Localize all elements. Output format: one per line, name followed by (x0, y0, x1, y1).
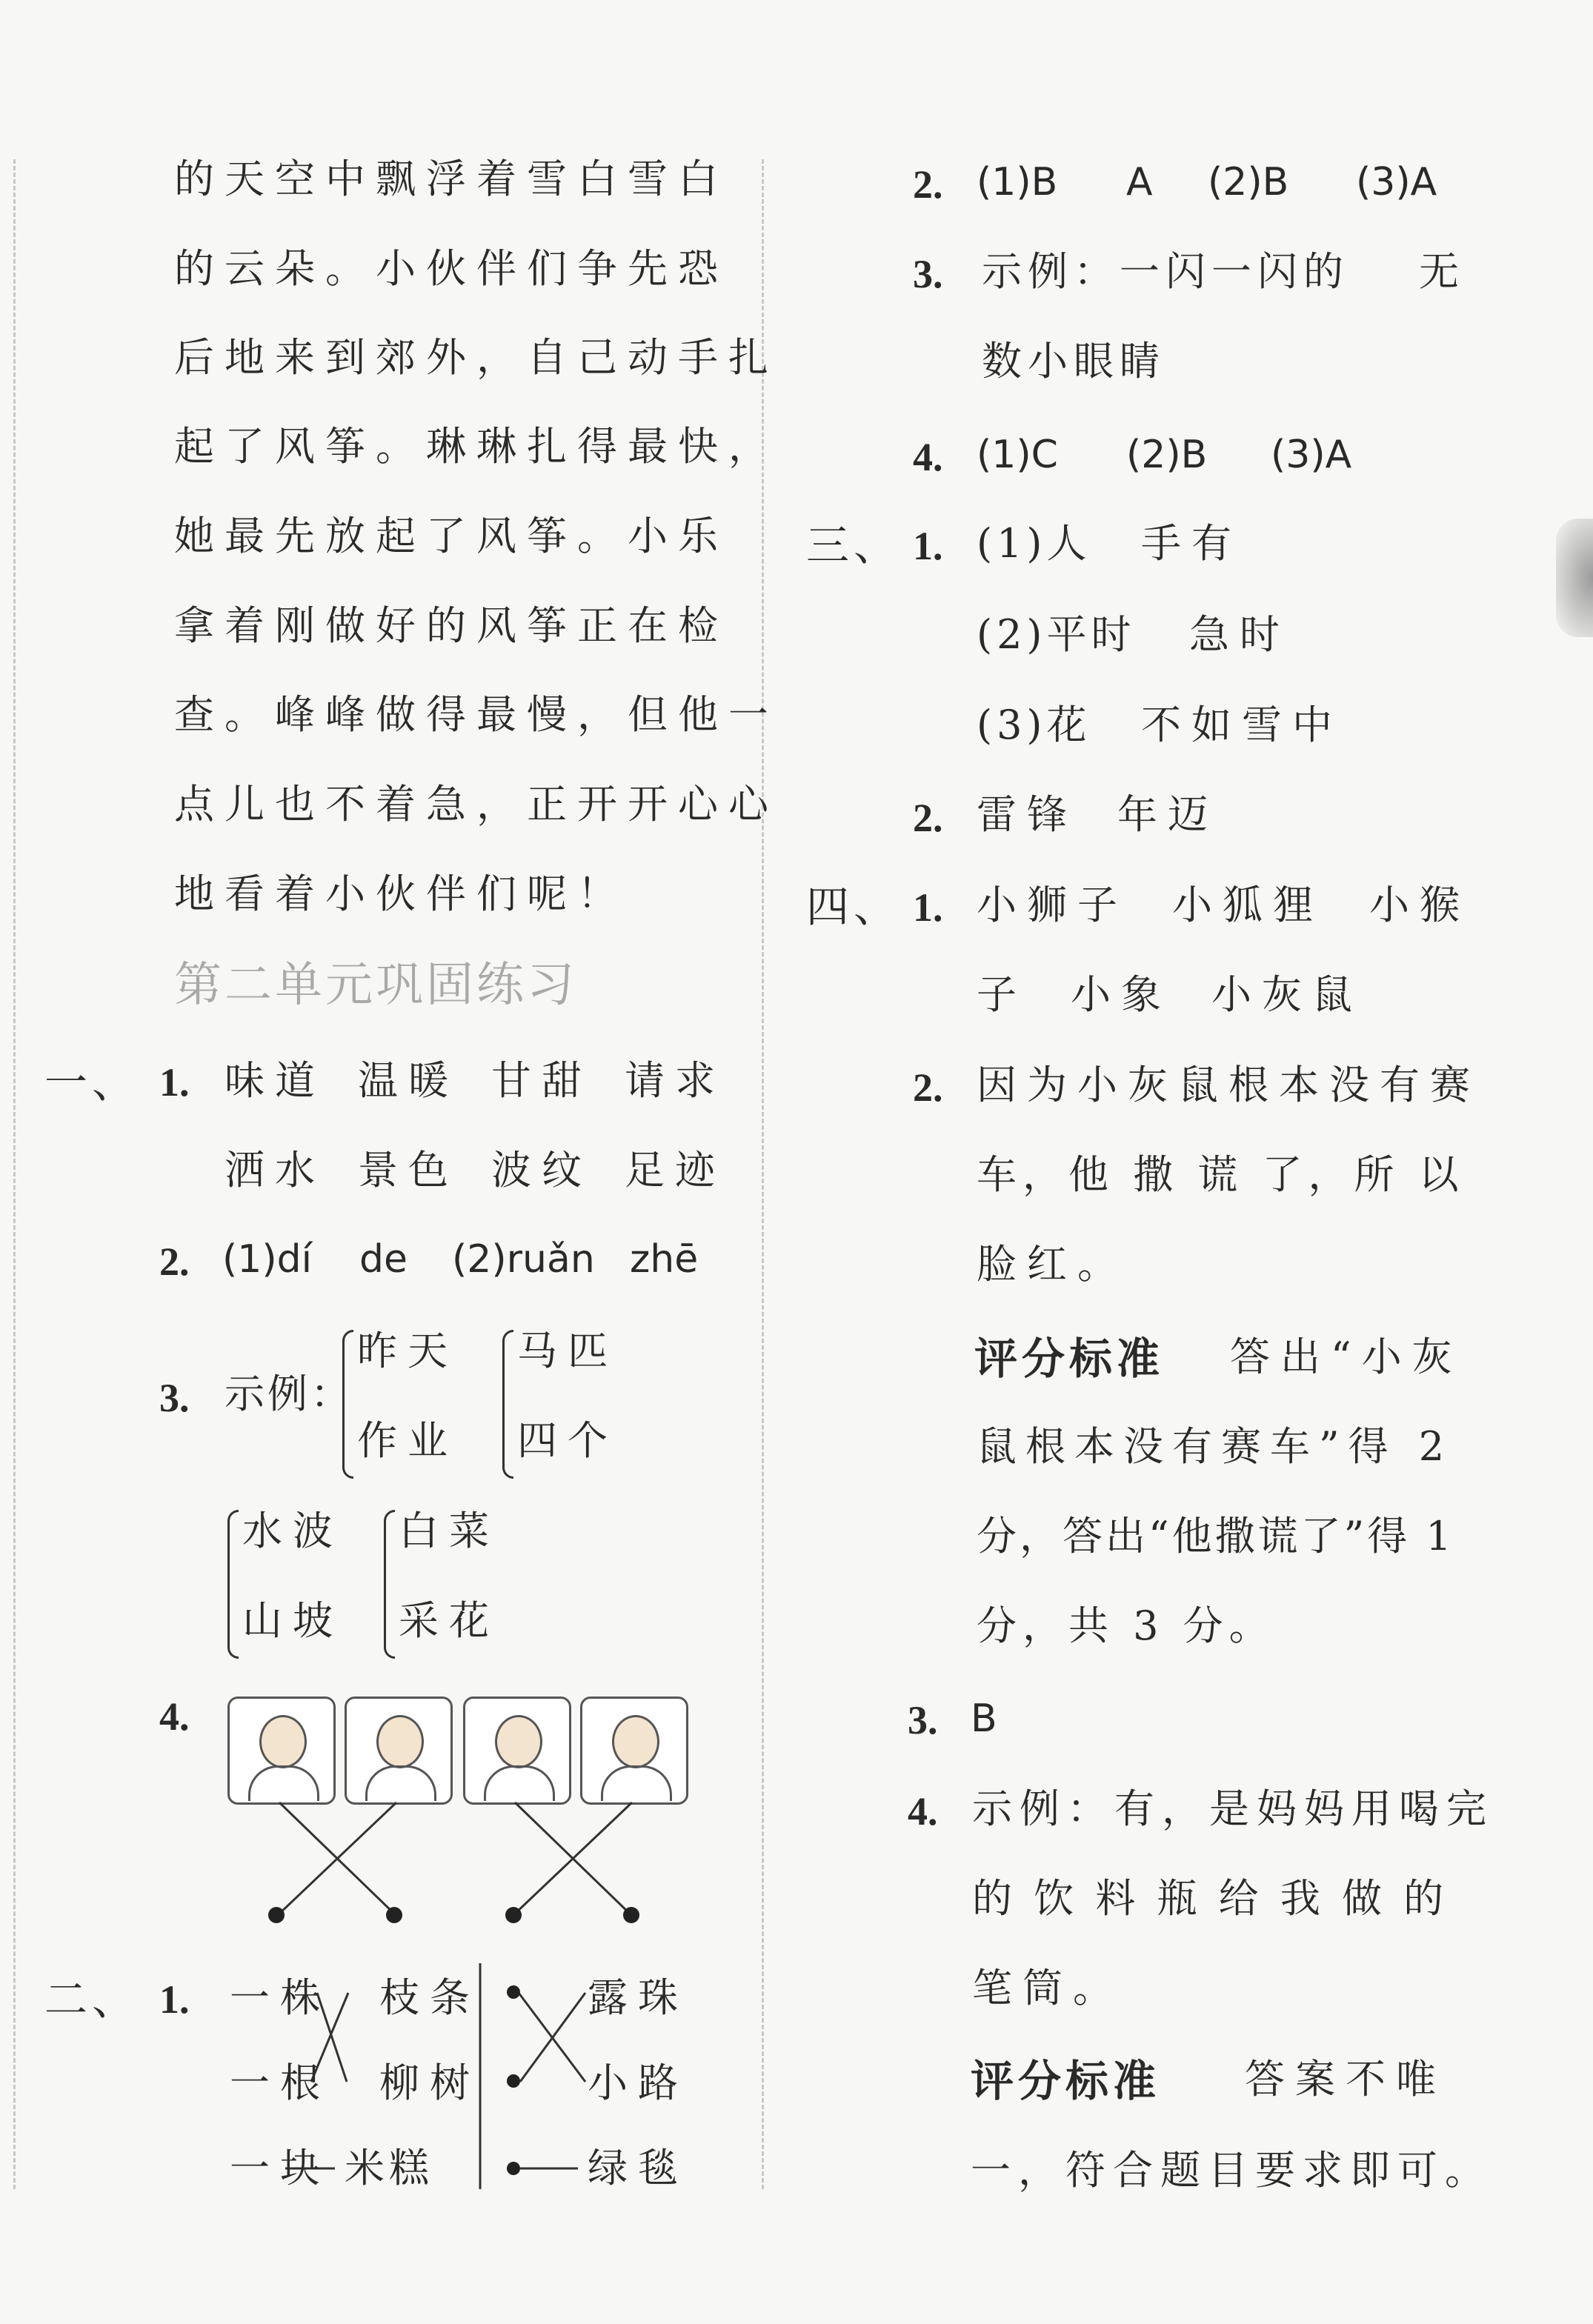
word-answer: 洒水 (225, 1147, 325, 1193)
question-number: 2. (913, 162, 943, 207)
section-label-1: 一、 (44, 1057, 140, 1108)
word-answer: 波纹 (491, 1147, 592, 1193)
word-answer: 足迹 (625, 1147, 725, 1193)
pinyin-answer: zhē (630, 1237, 699, 1282)
word-answer: 温暖 (358, 1057, 459, 1104)
grouped-word: 水波 (242, 1508, 343, 1554)
choice-answer: A (1126, 160, 1153, 204)
scoring-text: 答出“小灰 (1230, 1334, 1463, 1380)
section-label-3: 三、 (806, 520, 902, 570)
scoring-text: 一，符合题目要求即可。 (971, 2147, 1492, 2194)
choice-answer: (2)B (1208, 160, 1289, 204)
question-number: 3. (908, 1698, 938, 1742)
section-label-4: 四、 (806, 882, 902, 932)
question-number: 3. (913, 252, 943, 296)
question-number: 4. (159, 1694, 190, 1739)
idiom-part: 急时 (1189, 611, 1290, 658)
choice-answer: (3)A (1271, 433, 1352, 477)
idiom-part: (1)人 (977, 520, 1091, 567)
question-number: 1. (159, 1977, 190, 2022)
choice-answer: (1)B (977, 160, 1058, 204)
passage-line: 她最先放起了风筝。小乐 (174, 513, 728, 559)
scoring-text: 鼠根本没有赛车”得 2 (977, 1423, 1454, 1470)
idiom-part: (2)平时 (977, 611, 1136, 658)
passage-line: 起了风筝。琳琳扎得最快， (174, 423, 779, 470)
scoring-text: 分，答出“他撒谎了”得 1 (977, 1513, 1454, 1559)
match-target: 露珠 (588, 1974, 688, 2021)
question-number: 2. (913, 796, 943, 840)
choice-answer: (2)B (1126, 433, 1208, 477)
answer-text: 雷锋 (977, 791, 1077, 838)
answer-text: 小狮子 (977, 882, 1128, 928)
question-number: 3. (159, 1376, 190, 1420)
idiom-part: 不如雪中 (1141, 702, 1343, 748)
question-number: 1. (913, 885, 943, 930)
grouped-word: 白菜 (399, 1508, 499, 1554)
answer-text: 小象 (1071, 971, 1171, 1018)
pinyin-answer: (2)ruǎn (452, 1237, 595, 1282)
word-answer: 味道 (225, 1057, 325, 1104)
question-number: 4. (908, 1789, 938, 1834)
answer-text: 年迈 (1117, 791, 1218, 838)
scoring-text: 答案不唯 (1245, 2056, 1446, 2102)
answer-text: 数小眼睛 (982, 338, 1165, 384)
match-dot (268, 1907, 285, 1923)
grouped-word: 马匹 (517, 1328, 618, 1374)
match-dot (623, 1907, 639, 1923)
answer-text: 小狐狸 (1172, 882, 1323, 928)
match-dot (386, 1907, 402, 1923)
pinyin-answer: (1)dí (222, 1237, 313, 1282)
match-target: 枝条 (379, 1974, 480, 2021)
passage-line: 点儿也不着急，正开开心心 (174, 781, 779, 828)
passage-line: 的天空中飘浮着雪白雪白 (174, 156, 728, 202)
pinyin-answer: de (359, 1237, 408, 1282)
section-label-2: 二、 (44, 1974, 140, 2025)
idiom-part: 手有 (1141, 520, 1242, 567)
word-answer: 请求 (625, 1057, 725, 1104)
grouped-word: 四个 (517, 1417, 618, 1464)
match-target: 柳树 (379, 2060, 480, 2106)
measure-word: 一根 (230, 2060, 330, 2106)
scoring-label: 评分标准 (971, 2056, 1161, 2106)
scoring-label: 评分标准 (974, 1334, 1165, 1384)
answer-text: 的 饮 料 瓶 给 我 做 的 (972, 1875, 1449, 1922)
grouped-word: 作业 (357, 1417, 458, 1464)
match-target: 米糕 (345, 2145, 433, 2191)
unit-heading: 第二单元巩固练习 (174, 958, 577, 1013)
answer-text: 笔筒。 (972, 1965, 1123, 2011)
match-dot (505, 1907, 522, 1923)
passage-line: 查。峰峰做得最慢，但他一 (174, 691, 779, 738)
answer-text: 小猴 (1369, 882, 1470, 928)
answer-text: 因为小灰鼠根本没有赛 (977, 1062, 1480, 1108)
word-answer: 甘甜 (491, 1057, 592, 1104)
question-number: 4. (913, 435, 943, 479)
answer-text: 无 (1419, 248, 1469, 295)
passage-line: 的云朵。小伙伴们争先恐 (174, 245, 728, 292)
answer-text: 示例：一闪一闪的 (982, 248, 1349, 295)
choice-answer: (3)A (1356, 160, 1437, 204)
match-dot (507, 2162, 520, 2175)
answer-text: 子 (977, 971, 1027, 1018)
passage-line: 拿着刚做好的风筝正在检 (174, 602, 728, 649)
scoring-text: 分，共 3 分。 (977, 1602, 1275, 1649)
match-target: 小路 (588, 2060, 688, 2106)
match-target: 绿毯 (588, 2145, 688, 2191)
passage-line: 地看着小伙伴们呢！ (174, 870, 628, 917)
question-number: 2. (159, 1239, 190, 1284)
match-dot (507, 2074, 520, 2088)
measure-word: 一株 (230, 1974, 330, 2021)
match-dot (507, 1985, 520, 1999)
grouped-word: 山坡 (242, 1597, 343, 1644)
answer-text: 脸红。 (977, 1241, 1128, 1288)
question-number: 1. (913, 524, 943, 568)
grouped-word: 昨天 (357, 1328, 458, 1374)
example-prefix: 示例： (225, 1371, 353, 1417)
idiom-part: (3)花 (977, 702, 1091, 748)
question-number: 2. (913, 1065, 943, 1110)
choice-answer: (1)C (977, 433, 1058, 477)
answer-text: 小灰鼠 (1211, 971, 1363, 1018)
answer-text: 车，他 撒 谎 了，所 以 (977, 1151, 1465, 1198)
answer-text: 示例：有，是妈妈用喝完 (972, 1785, 1494, 1832)
grouped-word: 采花 (399, 1597, 499, 1644)
passage-line: 后地来到郊外，自己动手扎 (174, 334, 779, 381)
word-answer: 景色 (358, 1147, 459, 1193)
choice-answer: B (971, 1697, 997, 1741)
measure-word: 一块 (230, 2145, 330, 2191)
question-number: 1. (159, 1060, 190, 1105)
